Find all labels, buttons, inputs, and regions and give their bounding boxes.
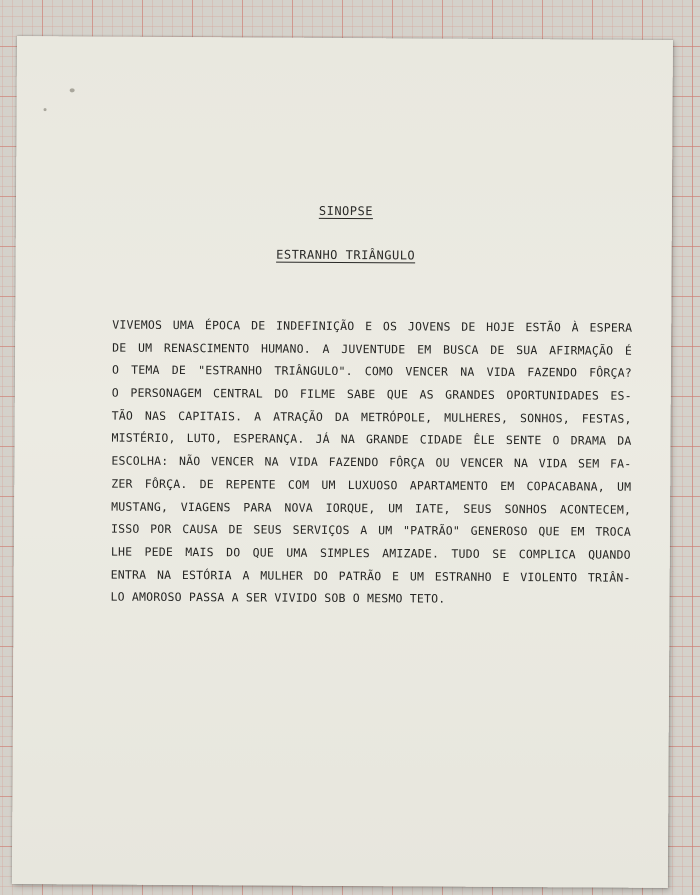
page-heading [18,202,674,220]
synopsis-line: LO AMOROSO PASSA A SER VIVIDO SOB O MESMO TETO. [110,589,446,606]
synopsis-line: MISTÉRIO, LUTO, ESPERANÇA. JÁ NA GRANDE CIDADE ÊLE SENTE O DRAMA DA [111,431,632,449]
synopsis-line: ISSO POR CAUSA DE SEUS SERVIÇOS A UM "PATRÃO" GENEROSO QUE EM TROCA [110,521,632,539]
film-title-text: ESTRANHO TRIÂNGULO [276,247,416,263]
synopsis-line: DE UM RENASCIMENTO HUMANO. A JUVENTUDE EM BUSCA DE SUA AFIRMAÇÃO É [112,340,633,358]
paper-speck [70,88,75,92]
synopsis-line: TÃO NAS CAPITAIS. A ATRAÇÃO DA METRÓPOLE, MULHERES, SONHOS, FESTAS, [111,408,632,426]
synopsis-line: ESCOLHA: NÃO VENCER NA VIDA FAZENDO FÔRÇA OU VENCER NA VIDA SEM FA- [111,453,632,471]
paper-speck [44,108,47,111]
page-heading-text: SINOPSE [318,203,374,219]
film-title [18,246,674,264]
synopsis-line: O TEMA DE "ESTRANHO TRIÂNGULO". COMO VENCER NA VIDA FAZENDO FÔRÇA? [111,362,632,381]
synopsis-line: ENTRA NA ESTÓRIA A MULHER DO PATRÃO E UM ESTRANHO E VIOLENTO TRIÂN- [110,567,631,585]
typed-page [12,36,673,888]
synopsis-line: MUSTANG, VIAGENS PARA NOVA IORQUE, UM IATE, SEUS SONHOS ACONTECEM, [111,499,632,517]
synopsis-line: ZER FÔRÇA. DE REPENTE COM UM LUXUOSO APARTAMENTO EM COPACABANA, UM [111,476,632,494]
synopsis-line: VIVEMOS UMA ÉPOCA DE INDEFINIÇÃO E OS JOVENS DE HOJE ESTÃO À ESPERA [112,317,633,335]
synopsis-line: LHE PEDE MAIS DO QUE UMA SIMPLES AMIZADE. TUDO SE COMPLICA QUANDO [110,544,631,562]
synopsis-body [111,314,633,612]
synopsis-line: O PERSONAGEM CENTRAL DO FILME SABE QUE AS GRANDES OPORTUNIDADES ES- [111,385,632,403]
